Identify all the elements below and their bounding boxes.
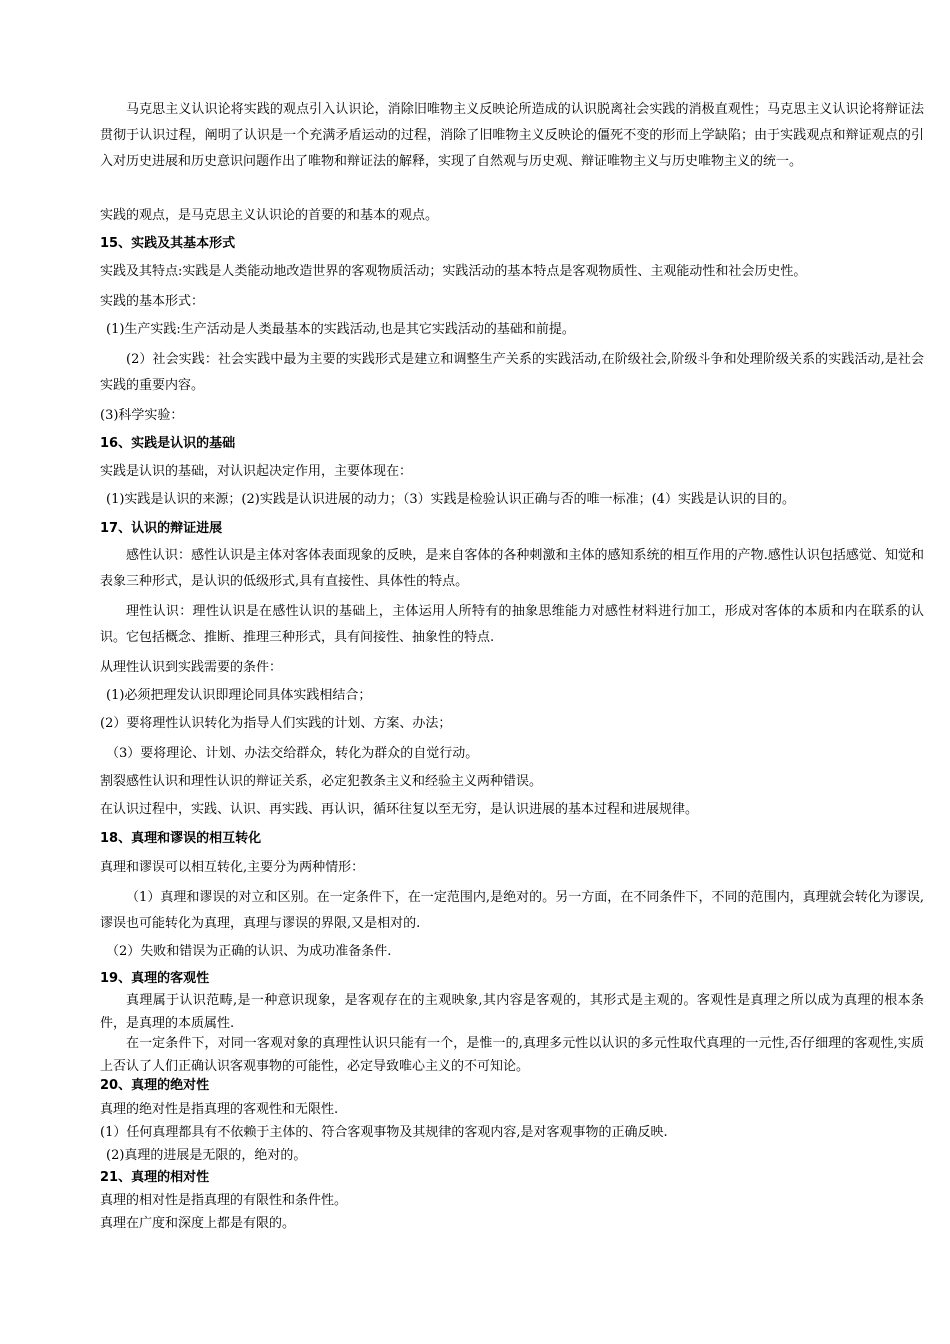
paragraph: 割裂感性认识和理性认识的辩证关系，必定犯教条主义和经验主义两种错误。 [100,774,543,789]
list-item: (2)真理的进展是无限的，绝对的。 [106,1148,307,1163]
list-item: （3）要将理论、计划、办法交给群众，转化为群众的自觉行动。 [106,746,479,761]
paragraph: 实践及其特点:实践是人类能动地改造世界的客观物质活动；实践活动的基本特点是客观物质性、主观能动性和社会历史性。 [100,264,807,279]
section-heading-17: 17、认识的辩证进展 [100,521,223,536]
paragraph: 从理性认识到实践需要的条件： [100,660,283,675]
paragraph: 真理属于认识范畴,是一种意识现象，是客观存在的主观映象,其内容是客观的，其形式是主观的。客观性是真理之所以成为真理的根本条件，是真理的本质属性. [100,993,924,1031]
list-item: (1)必须把理发认识即理论同具体实践相结合； [106,688,372,703]
list-item: (1)生产实践:生产活动是人类最基本的实践活动,也是其它实践活动的基础和前提。 [106,322,575,337]
list-item: (3)科学实验： [100,408,184,423]
paragraph: 在一定条件下，对同一客观对象的真理性认识只能有一个，是惟一的,真理多元性以认识的多元性取代真理的一元性,否仔细理的客观性,实质上否认了人们正确认识客观事物的可能性，必定导致唯心主义的不可知论。 [100,1036,924,1074]
list-item: (1)实践是认识的来源；(2)实践是认识进展的动力；（3）实践是检验认识正确与否的唯一标准；(4）实践是认识的目的。 [106,492,795,507]
section-heading-19: 19、真理的客观性 [100,971,210,986]
section-heading-18: 18、真理和谬误的相互转化 [100,831,262,846]
section-heading-20: 20、真理的绝对性 [100,1078,210,1093]
paragraph: 感性认识：感性认识是主体对客体表面现象的反映，是来自客体的各种刺激和主体的感知系统的相互作用的产物.感性认识包括感觉、知觉和表象三种形式，是认识的低级形式,具有直接性、具体性的特点。 [100,548,924,589]
paragraph: 在认识过程中，实践、认识、再实践、再认识，循环往复以至无穷，是认识进展的基本过程和进展规律。 [100,802,699,817]
section-heading-21: 21、真理的相对性 [100,1170,210,1185]
list-item: (2）要将理性认识转化为指导人们实践的计划、方案、办法； [100,716,452,731]
list-item: （1）真理和谬误的对立和区别。在一定条件下，在一定范围内,是绝对的。另一方面，在不同条件下，不同的范围内，真理就会转化为谬误,谬误也可能转化为真理，真理与谬误的界限,又是相对的. [100,890,924,931]
list-item: (1）任何真理都具有不依赖于主体的、符合客观事物及其规律的客观内容,是对客观事物的正确反映. [100,1125,668,1140]
paragraph: 实践的观点，是马克思主义认识论的首要的和基本的观点。 [100,208,439,223]
paragraph: 实践是认识的基础，对认识起决定作用，主要体现在： [100,464,413,479]
paragraph: 实践的基本形式： [100,294,205,309]
list-item: (2）社会实践：社会实践中最为主要的实践形式是建立和调整生产关系的实践活动,在阶级社会,阶级斗争和处理阶级关系的实践活动,是社会实践的重要内容。 [100,352,924,393]
paragraph: 真理的相对性是指真理的有限性和条件性。 [100,1193,348,1208]
paragraph: 真理的绝对性是指真理的客观性和无限性. [100,1102,339,1117]
paragraph: 真理在广度和深度上都是有限的。 [100,1216,296,1231]
paragraph: 马克思主义认识论将实践的观点引入认识论，消除旧唯物主义反映论所造成的认识脱离社会实践的消极直观性；马克思主义认识论将辩证法贯彻于认识过程，阐明了认识是一个充满矛盾运动的过程，消除了旧唯物主义反映论的僵死不变的形而上学缺陷；由于实践观点和辩证观点的引入对历史进展和历史意识问题作出了唯物和辩证法的解释，实现了自然观与历史观、辩证唯物主义与历史唯物主义的统一。 [100,102,924,169]
list-item: （2）失败和错误为正确的认识、为成功准备条件. [106,944,392,959]
section-heading-15: 15、实践及其基本形式 [100,236,236,251]
paragraph: 真理和谬误可以相互转化,主要分为两种情形： [100,860,365,875]
paragraph: 理性认识：理性认识是在感性认识的基础上，主体运用人所特有的抽象思维能力对感性材料进行加工，形成对客体的本质和内在联系的认识。它包括概念、推断、推理三种形式，具有间接性、抽象性的特点. [100,604,924,645]
section-heading-16: 16、实践是认识的基础 [100,436,236,451]
